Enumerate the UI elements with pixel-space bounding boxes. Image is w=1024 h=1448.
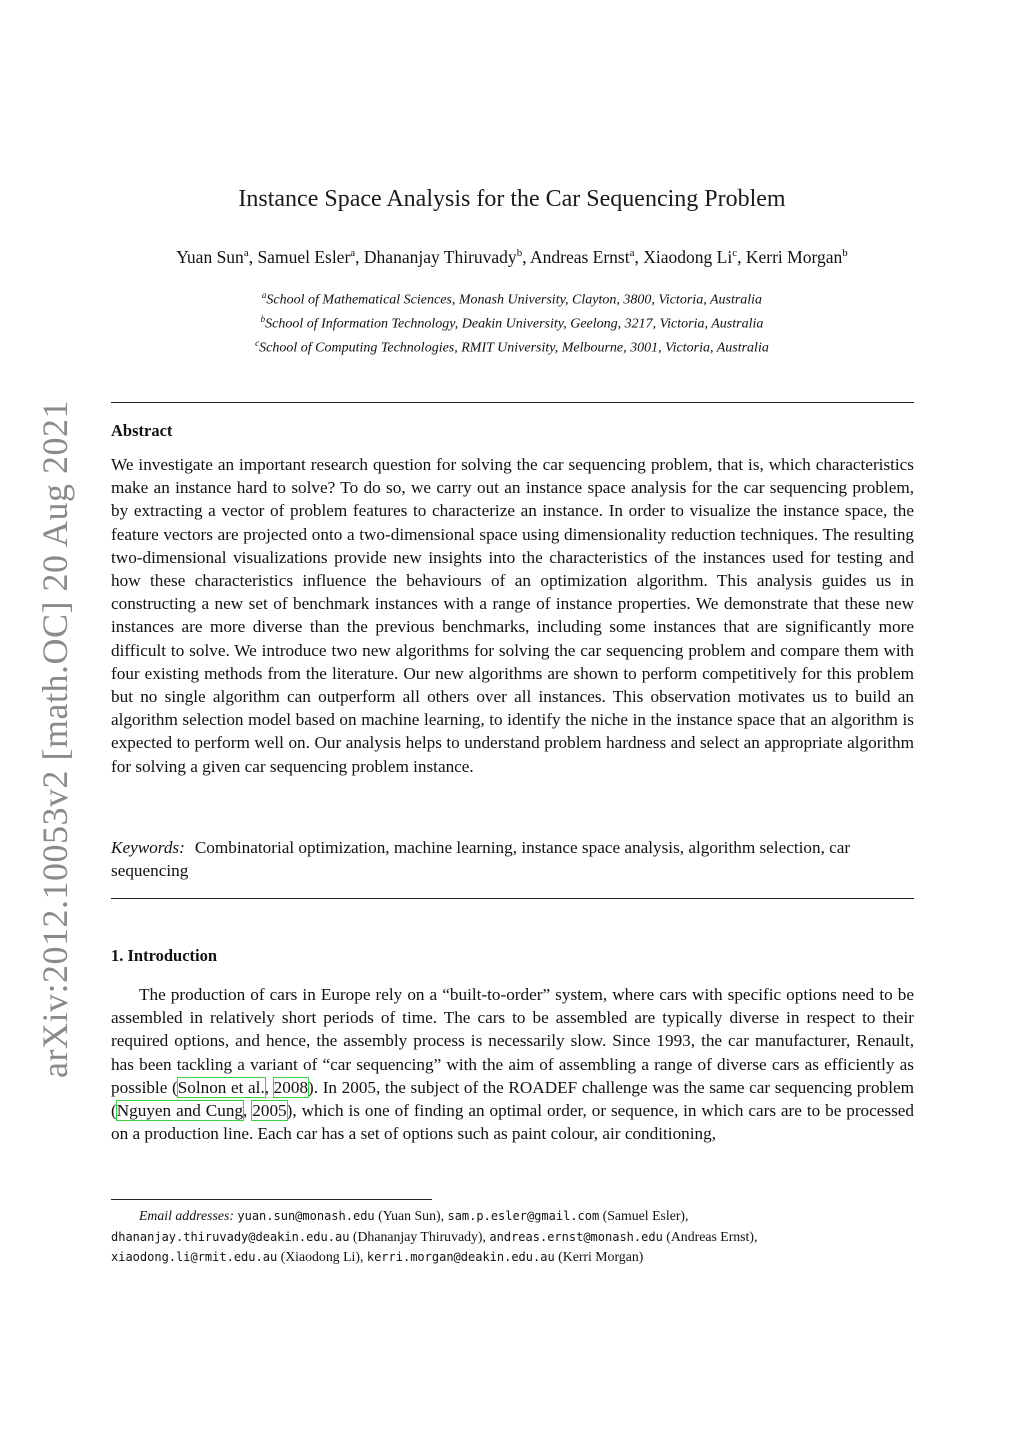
keywords: [111, 836, 914, 882]
author: Yuan Sun$^a$,: [176, 247, 258, 267]
email-entry: yuan.sun@monash.edu (Yuan Sun),: [237, 1208, 448, 1223]
author: Andreas Ernst$^a$,: [529, 247, 644, 267]
footnote-label: Email addresses:: [139, 1208, 234, 1223]
author: Samuel Esler$^a$,: [257, 247, 364, 267]
introduction-paragraph: [111, 983, 914, 1145]
footnote-emails: [111, 1206, 914, 1268]
author: Xiaodong Li$^c$,: [643, 247, 746, 267]
paper-title: Instance Space Analysis for the Car Sequencing Problem: [238, 186, 786, 212]
email-entry: dhananjay.thiruvady@deakin.edu.au (Dhananjay Thiruvady),: [111, 1228, 490, 1244]
intro-text-segment: ), which is one of finding an optimal order, or sequence, in which cars are to be processed on a production line. Each car has a set of options such as paint colour, air conditioning,: [111, 1101, 915, 1144]
abstract-heading: Abstract: [111, 421, 173, 440]
intro-text-segment: ). In 2005, the subject of the ROADEF challenge was the same car sequencing problem (: [111, 1077, 914, 1121]
email-address[interactable]: xiaodong.li@rmit.edu.au: [111, 1250, 278, 1265]
abstract-top-rule: [111, 402, 914, 403]
email-address[interactable]: dhananjay.thiruvady@deakin.edu.au: [111, 1229, 350, 1244]
email-address[interactable]: kerri.morgan@deakin.edu.au: [366, 1250, 555, 1265]
author-list: [0, 247, 1024, 268]
arxiv-identifier: arXiv:2012.10053v2 [math.OC] 20 Aug 2021: [35, 400, 75, 1078]
affiliation-list: [0, 286, 1024, 358]
affiliation: $^b$School of Information Technology, Deakin University, Geelong, 3217, Victoria, Australia: [260, 314, 764, 332]
citation-link[interactable]: 2008: [273, 1077, 309, 1097]
footnote-rule: [111, 1199, 432, 1200]
affiliation: $^c$School of Computing Technologies, RMIT University, Melbourne, 3001, Victoria, Australia: [255, 338, 769, 356]
abstract-text: We investigate an important research question for solving the car sequencing problem, that is, which characteristics make an instance hard to solve? To do so, we carry out an instance space analysis for the car sequencing problem, by extracting a vector of problem features to characterize an instance. In order to visualize the instance space, the feature vectors are projected onto a two-dimensional space using dimensionality reduction techniques. The resulting two-dimensional visualizations provide new insights into the characteristics of the instances used for testing and how these characteristics influence the behaviours of an optimization algorithm. This analysis guides us in constructing a new set of benchmark instances with a range of instance properties. We demonstrate that these new instances are more diverse than the previous benchmarks, including some instances that are significantly more difficult to solve. We introduce two new algorithms for solving the car sequencing problem and compare them with four existing methods from the literature. Our new algorithms are shown to perform competitively for this problem but no single algorithm can outperform all others over all instances. This observation motivates us to build an algorithm selection model based on machine learning, to identify the niche in the instance space that an algorithm is expected to perform well on. Our analysis helps to understand problem hardness and select an appropriate algorithm for solving a given car sequencing problem instance.: [111, 455, 914, 776]
email-address[interactable]: yuan.sun@monash.edu: [237, 1209, 375, 1223]
intro-text-segment: ,: [264, 1077, 274, 1097]
citation-link[interactable]: Solnon et al.: [177, 1077, 265, 1097]
email-entry: kerri.morgan@deakin.edu.au (Kerri Morgan): [366, 1249, 644, 1265]
keywords-label: Keywords:: [111, 838, 185, 857]
intro-text-segment: ,: [243, 1101, 253, 1121]
author: Kerri Morgan$^b$: [745, 247, 848, 267]
email-entry: xiaodong.li@rmit.edu.au (Xiaodong Li),: [111, 1249, 367, 1265]
affiliation: $^a$School of Mathematical Sciences, Monash University, Clayton, 3800, Victoria, Australia: [261, 290, 763, 308]
email-entry: andreas.ernst@monash.edu (Andreas Ernst),: [489, 1228, 758, 1244]
author: Dhananjay Thiruvady$^b$,: [363, 247, 530, 267]
intro-text-segment: The production of cars in Europe rely on a “built-to-order” system, where cars with specific options need to be assembled in relatively short periods of time. The cars to be assembled are typically diverse in respect to their required options, and hence, the assembly process is necessarily slow. Since 1993, the car manufacturer, Renault, has been tackling a variant of “car sequencing” with the aim of assembling a range of diverse cars as efficiently as possible (: [111, 985, 914, 1097]
email-address[interactable]: sam.p.esler@gmail.com: [447, 1209, 600, 1223]
citation-link[interactable]: Nguyen and Cung: [116, 1101, 244, 1121]
introduction-heading: 1. Introduction: [111, 946, 218, 965]
keywords-text: Combinatorial optimization, machine learning, instance space analysis, algorithm selection, car sequencing: [111, 838, 851, 881]
citation-link[interactable]: 2005: [252, 1101, 287, 1121]
abstract-bottom-rule: [111, 898, 914, 899]
email-address[interactable]: andreas.ernst@monash.edu: [489, 1229, 663, 1244]
email-entry: sam.p.esler@gmail.com (Samuel Esler),: [447, 1208, 689, 1223]
